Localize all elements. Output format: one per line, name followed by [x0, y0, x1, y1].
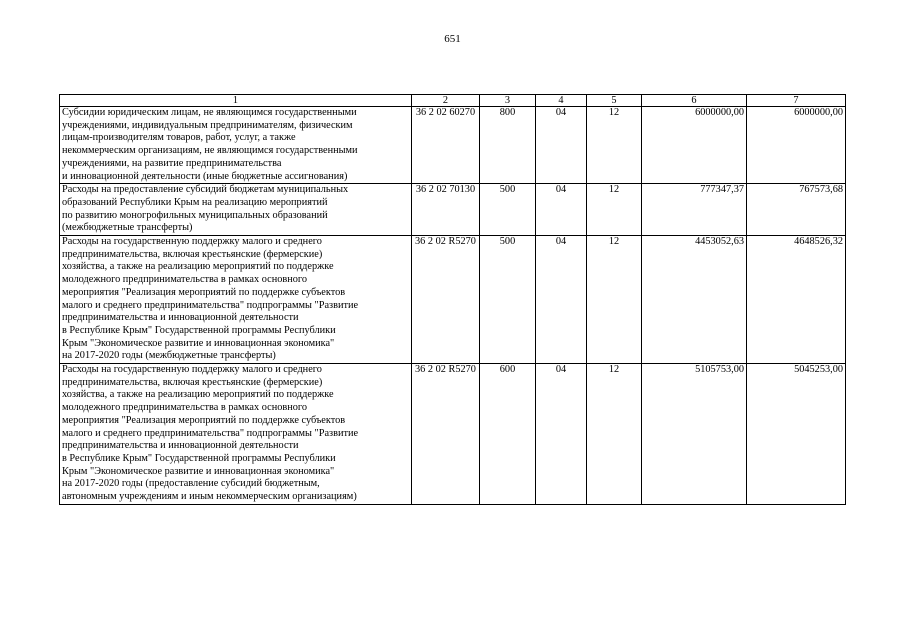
column-header: 7	[747, 95, 846, 107]
column-header: 5	[587, 95, 642, 107]
expense-name-line: образований Республики Крым на реализацию мероприятий	[62, 196, 328, 208]
expense-name-line: предпринимательства, включая крестьянские (фермерские)	[62, 376, 323, 388]
amount-year1-cell: 4453052,63	[642, 236, 747, 364]
subsection-cell: 12	[587, 107, 642, 184]
expense-name-line: мероприятия "Реализация мероприятий по поддержке субъектов	[62, 414, 346, 426]
expense-name-line: учреждениями, на развитие предпринимательства	[62, 157, 282, 169]
section-cell: 04	[536, 184, 587, 236]
table-row	[60, 184, 846, 236]
expense-name-line: учреждениями, индивидуальным предпринимателям, физическим	[62, 119, 353, 131]
section-cell: 04	[536, 364, 587, 505]
amount-year1-cell: 6000000,00	[642, 107, 747, 184]
target-article-code-cell: 36 2 02 R5270	[412, 236, 480, 364]
table-row	[60, 107, 846, 184]
expense-name-line: малого и среднего предпринимательства" подпрограммы "Развитие	[62, 299, 359, 311]
section-cell: 04	[536, 236, 587, 364]
table-row	[60, 236, 846, 364]
target-article-code-cell: 36 2 02 70130	[412, 184, 480, 236]
expense-name-line: Крым "Экономическое развитие и инновационная экономика"	[62, 337, 335, 349]
subsection-cell: 12	[587, 236, 642, 364]
expense-type-cell: 500	[480, 236, 536, 364]
expense-name-line: в Республике Крым" Государственной программы Республики	[62, 452, 336, 464]
table-row	[60, 364, 846, 505]
expense-name-line: на 2017-2020 годы (межбюджетные трансферты)	[62, 350, 276, 362]
expense-name-line: и инновационной деятельности (иные бюджетные ассигнования)	[62, 170, 348, 182]
expense-name-line: лицам-производителям товаров, работ, услуг, а также	[62, 132, 296, 144]
amount-year2-cell: 5045253,00	[747, 364, 846, 505]
expense-name-line: молодежного предпринимательства в рамках основного	[62, 274, 307, 286]
expense-type-cell: 600	[480, 364, 536, 505]
expense-name-line: в Республике Крым" Государственной программы Республики	[62, 324, 336, 336]
expense-name-line: молодежного предпринимательства в рамках основного	[62, 402, 307, 414]
column-header: 2	[412, 95, 480, 107]
amount-year2-cell: 767573,68	[747, 184, 846, 236]
expense-type-cell: 500	[480, 184, 536, 236]
expense-name-cell	[60, 107, 412, 184]
column-header: 3	[480, 95, 536, 107]
budget-table	[59, 94, 846, 505]
expense-name-line: предпринимательства и инновационной деятельности	[62, 440, 299, 452]
expense-name-line: по развитию моногрофильных муниципальных образований	[62, 209, 328, 221]
expense-name-cell	[60, 364, 412, 505]
amount-year1-cell: 777347,37	[642, 184, 747, 236]
expense-name-line: (межбюджетные трансферты)	[62, 222, 193, 234]
expense-name-line: мероприятия "Реализация мероприятий по поддержке субъектов	[62, 286, 346, 298]
expense-name-cell	[60, 184, 412, 236]
subsection-cell: 12	[587, 364, 642, 505]
expense-name-line: хозяйства, а также на реализацию мероприятий по поддержке	[62, 261, 334, 273]
column-header: 4	[536, 95, 587, 107]
page-number: 651	[444, 33, 461, 45]
amount-year1-cell: 5105753,00	[642, 364, 747, 505]
expense-name-line: Расходы на государственную поддержку малого и среднего	[62, 364, 322, 376]
expense-name-line: автономным учреждениям и иным некоммерческим организациям)	[62, 491, 357, 503]
column-header: 1	[60, 95, 412, 107]
expense-name-line: малого и среднего предпринимательства" подпрограммы "Развитие	[62, 427, 359, 439]
subsection-cell: 12	[587, 184, 642, 236]
expense-name-line: Субсидии юридическим лицам, не являющимся государственными	[62, 107, 357, 118]
expense-type-cell: 800	[480, 107, 536, 184]
expense-name-line: на 2017-2020 годы (предоставление субсидий бюджетным,	[62, 478, 320, 490]
expense-name-line: Крым "Экономическое развитие и инновационная экономика"	[62, 465, 335, 477]
expense-name-cell	[60, 236, 412, 364]
amount-year2-cell: 4648526,32	[747, 236, 846, 364]
header-row	[60, 95, 846, 107]
expense-name-line: Расходы на предоставление субсидий бюджетам муниципальных	[62, 184, 349, 196]
section-cell: 04	[536, 107, 587, 184]
expense-name-line: предпринимательства и инновационной деятельности	[62, 312, 299, 324]
expense-name-line: предпринимательства, включая крестьянские (фермерские)	[62, 248, 323, 260]
target-article-code-cell: 36 2 02 60270	[412, 107, 480, 184]
column-header: 6	[642, 95, 747, 107]
expense-name-line: некоммерческим организациям, не являющимся государственными	[62, 145, 358, 157]
amount-year2-cell: 6000000,00	[747, 107, 846, 184]
expense-name-line: хозяйства, а также на реализацию мероприятий по поддержке	[62, 389, 334, 401]
expense-name-line: Расходы на государственную поддержку малого и среднего	[62, 236, 322, 248]
target-article-code-cell: 36 2 02 R5270	[412, 364, 480, 505]
